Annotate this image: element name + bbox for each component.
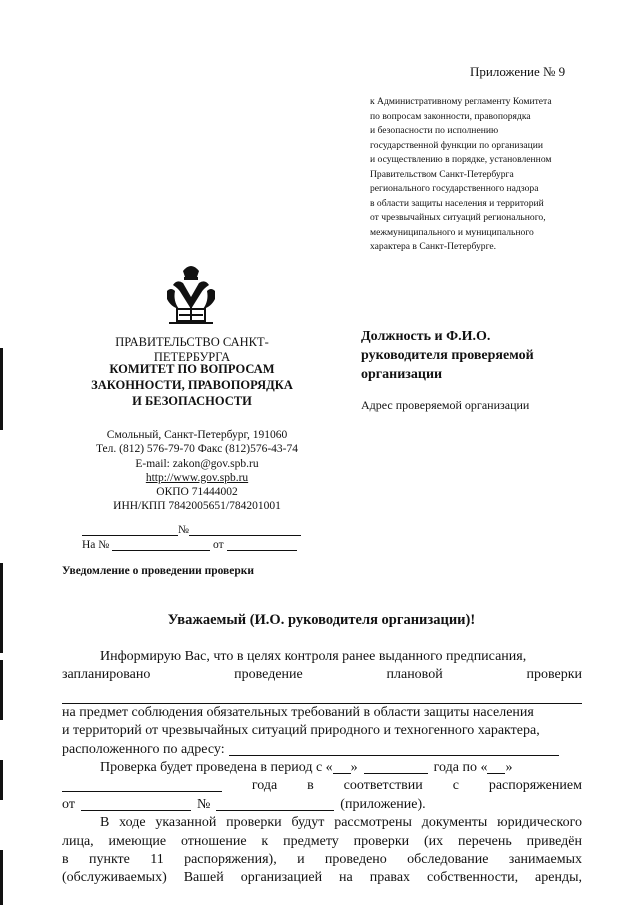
sender-email: E-mail: zakon@gov.spb.ru bbox=[135, 457, 259, 470]
inspection-address-blank bbox=[229, 741, 559, 756]
body-text: (приложение). bbox=[340, 796, 426, 812]
reply-prefix: На № bbox=[82, 539, 110, 551]
scan-edge-mark bbox=[0, 348, 3, 430]
body-word: распоряжением bbox=[488, 778, 582, 794]
reply-to-line bbox=[82, 537, 312, 551]
committee-line: И БЕЗОПАСНОСТИ bbox=[132, 394, 252, 408]
scan-edge-mark bbox=[0, 760, 3, 800]
reglament-reference bbox=[370, 95, 585, 255]
outgoing-date-blank bbox=[82, 522, 178, 536]
start-month-blank bbox=[364, 759, 428, 774]
reply-number-blank bbox=[112, 537, 210, 551]
reply-from: от bbox=[213, 539, 224, 551]
body-line bbox=[62, 796, 582, 814]
committee-line: КОМИТЕТ ПО ВОПРОСАМ bbox=[109, 362, 275, 376]
reglament-line: и осуществлению в порядке, установленном bbox=[370, 154, 552, 165]
greeting: Уважаемый (И.О. руководителя организации)! bbox=[167, 612, 476, 628]
sender-address: Смольный, Санкт-Петербург, 191060 bbox=[106, 429, 288, 441]
body-word: в bbox=[307, 778, 314, 794]
body-word: проверки bbox=[526, 667, 582, 683]
reglament-line: характера в Санкт-Петербурге. bbox=[370, 241, 497, 252]
body-line: В ходе указанной проверки будут рассмотрены документы юридического bbox=[100, 815, 582, 831]
body-text: » bbox=[350, 760, 358, 776]
body-word: с bbox=[452, 778, 459, 794]
body-line bbox=[62, 704, 582, 722]
body-word: соответствии bbox=[343, 778, 423, 794]
reglament-line: от чрезвычайных ситуаций регионального, bbox=[370, 212, 546, 223]
body-line: (обслуживаемых) Вашей организацией на правах собственности, аренды, bbox=[62, 870, 582, 886]
appendix-number: Приложение № 9 bbox=[470, 64, 566, 79]
body-line: лица, имеющие отношение к предмету проверки (их перечень приведён bbox=[62, 833, 582, 849]
sender-government: ПРАВИТЕЛЬСТВО САНКТ-ПЕТЕРБУРГА bbox=[115, 335, 269, 364]
sender-contacts bbox=[72, 428, 322, 514]
reglament-line: к Административному регламенту Комитета bbox=[370, 96, 552, 107]
inspection-subject-blank bbox=[62, 685, 582, 704]
body-text: и территорий от чрезвычайных ситуаций природного и техногенного характера, bbox=[62, 723, 540, 739]
body-line bbox=[62, 648, 582, 666]
number-sign: № bbox=[178, 524, 189, 536]
body-line bbox=[62, 759, 582, 777]
body-text: Информирую Вас, что в целях контроля ранее выданного предписания, bbox=[100, 649, 527, 664]
end-day-blank bbox=[487, 759, 505, 774]
reglament-line: Правительством Санкт-Петербурга bbox=[370, 168, 514, 180]
committee-line: ЗАКОННОСТИ, ПРАВОПОРЯДКА bbox=[91, 378, 293, 392]
body-text: расположенного по адресу: bbox=[62, 741, 225, 757]
reglament-line: регионального государственного надзора bbox=[370, 183, 539, 194]
body-text: от bbox=[62, 796, 75, 812]
reglament-line: в области защиты населения и территорий bbox=[370, 197, 544, 209]
reglament-line: и безопасности по исполнению bbox=[370, 125, 499, 136]
scan-edge-mark bbox=[0, 563, 3, 653]
sender-committee bbox=[82, 361, 302, 409]
body-word: проведение bbox=[234, 667, 303, 683]
start-day-blank bbox=[333, 759, 351, 774]
body-line: в пункте 11 распоряжения), и проведено обследование занимаемых bbox=[62, 852, 582, 868]
scan-edge-mark bbox=[0, 660, 3, 720]
sender-inn: ИНН/КПП 7842005651/784201001 bbox=[113, 500, 281, 513]
body-line bbox=[62, 777, 582, 795]
body-word: запланировано bbox=[62, 667, 151, 683]
reglament-line: государственной функции по организации bbox=[370, 139, 543, 151]
end-date-blank bbox=[62, 777, 222, 792]
reglament-line: по вопросам законности, правопорядка bbox=[370, 110, 531, 122]
outgoing-number-line bbox=[82, 522, 308, 536]
body-line bbox=[62, 741, 582, 759]
sender-phone: Тел. (812) 576-79-70 Факс (812)576-43-74 bbox=[95, 443, 299, 456]
reglament-line: межмуниципального и муниципального bbox=[370, 226, 534, 238]
body-word: года bbox=[251, 778, 278, 794]
letter-body bbox=[62, 648, 582, 888]
order-number-blank bbox=[216, 796, 334, 811]
recipient-line: руководителя проверяемой bbox=[361, 348, 534, 363]
notice-title: Уведомление о проведении проверки bbox=[62, 565, 255, 577]
body-text: № bbox=[196, 796, 211, 812]
reply-date-blank bbox=[227, 537, 297, 551]
recipient-address: Адрес проверяемой организации bbox=[361, 398, 530, 412]
scan-edge-mark bbox=[0, 850, 3, 905]
outgoing-number-blank bbox=[189, 522, 301, 536]
sender-okpo: ОКПО 71444002 bbox=[156, 486, 238, 499]
body-word: плановой bbox=[386, 667, 443, 683]
body-text: Проверка будет проведена в период с « bbox=[100, 760, 333, 776]
recipient-title bbox=[361, 327, 591, 384]
order-date-blank bbox=[81, 796, 191, 811]
body-text: » bbox=[505, 760, 513, 776]
body-text: на предмет соблюдения обязательных требований в области защиты населения bbox=[62, 704, 534, 720]
recipient-line: Должность и Ф.И.О. bbox=[361, 329, 491, 344]
spb-coat-of-arms-icon bbox=[163, 263, 219, 327]
recipient-line: организации bbox=[361, 367, 443, 382]
sender-website-link[interactable]: http://www.gov.spb.ru bbox=[145, 471, 249, 484]
body-line bbox=[62, 666, 582, 684]
body-line bbox=[62, 722, 582, 740]
body-text: года по « bbox=[433, 760, 488, 776]
